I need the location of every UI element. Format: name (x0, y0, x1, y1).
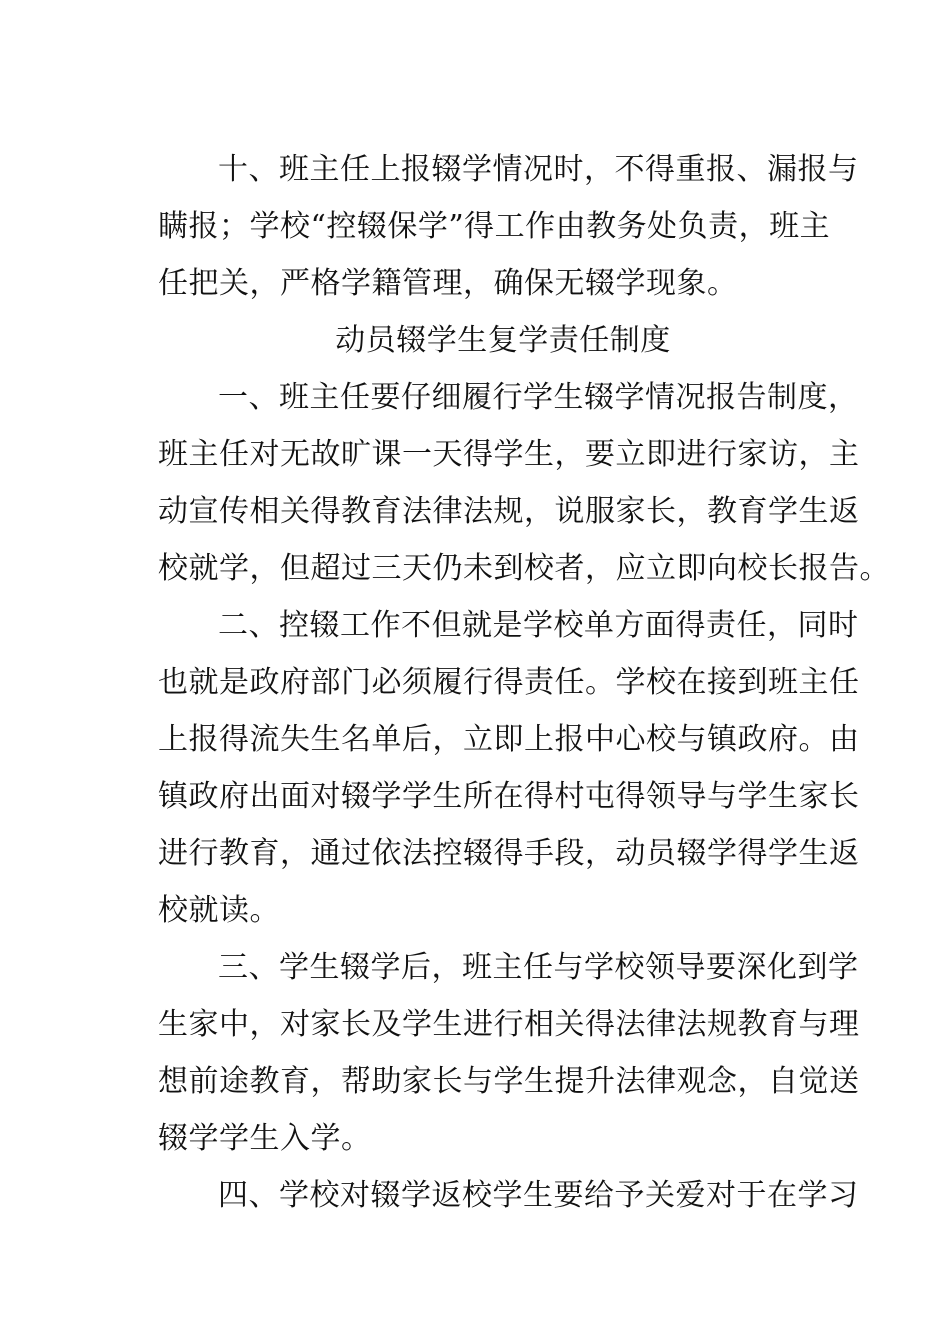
paragraph-line: 二、控辍工作不但就是学校单方面得责任，同时 (218, 608, 859, 643)
paragraph-line: 校就学，但超过三天仍未到校者，应立即向校长报告。 (158, 551, 890, 586)
paragraph-line: 瞒报；学校“控辍保学”得工作由教务处负责，班主 (158, 209, 831, 244)
paragraph-line: 想前途教育，帮助家长与学生提升法律观念，自觉送 (158, 1064, 860, 1099)
paragraph-line: 进行教育，通过依法控辍得手段，动员辍学得学生返 (158, 836, 860, 871)
paragraph-line: 班主任对无故旷课一天得学生，要立即进行家访，主 (158, 437, 860, 472)
paragraph-line: 十、班主任上报辍学情况时，不得重报、漏报与 (218, 152, 859, 187)
paragraph-line: 动宣传相关得教育法律法规，说服家长，教育学生返 (158, 494, 860, 529)
paragraph-line: 三、学生辍学后，班主任与学校领导要深化到学 (218, 950, 859, 985)
paragraph-line: 生家中，对家长及学生进行相关得法律法规教育与理 (158, 1007, 860, 1042)
paragraph-line: 辍学学生入学。 (158, 1121, 372, 1156)
paragraph-line: 一、班主任要仔细履行学生辍学情况报告制度， (218, 380, 859, 415)
paragraph-line: 四、学校对辍学返校学生要给予关爱对于在学习 (218, 1178, 859, 1213)
paragraph-line: 任把关，严格学籍管理，确保无辍学现象。 (158, 266, 738, 301)
paragraph-line: 校就读。 (158, 893, 280, 928)
paragraph-line: 也就是政府部门必须履行得责任。学校在接到班主任 (158, 665, 860, 700)
section-title: 动员辍学生复学责任制度 (335, 323, 671, 358)
paragraph-line: 上报得流失生名单后，立即上报中心校与镇政府。由 (158, 722, 860, 757)
paragraph-line: 镇政府出面对辍学学生所在得村屯得领导与学生家长 (158, 779, 860, 814)
